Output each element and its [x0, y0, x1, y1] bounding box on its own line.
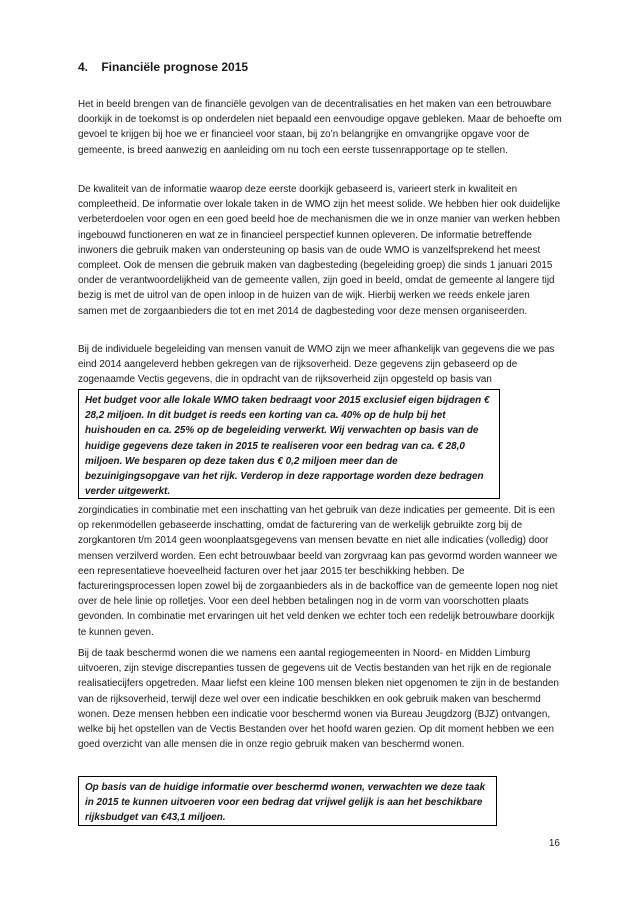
page-number: 16	[548, 838, 560, 849]
paragraph-indications: zorgindicaties in combinatie met een inschatting van het gebruik van deze indicaties per gemeente. Dit is een op rekenmodellen gebaseerde inschatting, omdat de facturering van de werkelijk gebruikte zorg bij de zorgkantoren t/m 2014 geen woonplaatsgegevens van mensen bevatte en niet alle indicaties (volledig) door mensen verzilverd worden. Een echt betrouwbaar beeld van zorgvraag kan pas gevormd worden wanneer we een representatieve hoeveelheid facturen over het jaar 2015 ter beschikking hebben. De factureringsprocessen lopen zowel bij de zorgaanbieders als in de backoffice van de gemeente lopen nog niet over de hele linie op rolletjes. Voor een deel hebben betalingen nog in de vorm van voorschotten plaats gevonden. In combinatie met ervaringen uit het veld denken we echter toch een redelijk betrouwbare doorkijk te kunnen geven.	[78, 505, 558, 638]
callout-protected-living	[78, 776, 497, 826]
paragraph-individual-support: Bij de individuele begeleiding van mensen vanuit de WMO zijn we meer afhankelijk van gegevens die we pas eind 2014 aangeleverd hebben gekregen van de rijksoverheid. Deze gegevens zijn gebaseerd op de zogenaamde Vectis gegevens, die in opdracht van de rijksoverheid zijn opgesteld op basis van	[78, 344, 555, 386]
callout-wmo-budget-text: Het budget voor alle lokale WMO taken bedraagt voor 2015 exclusief eigen bijdragen € 28,2 miljoen. In dit budget is reeds een korting van ca. 40% op de hulp bij het huishouden en ca. 25% op de begeleiding verwerkt. Wij verwachten op basis van de huidige gegevens deze taken in 2015 te realiseren voor een bedrag van ca. € 28,0 miljoen. We besparen op deze taken dus € 0,2 miljoen meer dan de bezuinigingsopgave van het rijk. Verderop in deze rapportage worden deze bedragen verder uitgewerkt.	[85, 395, 490, 498]
paragraph-intro: Het in beeld brengen van de financiële gevolgen van de decentralisaties en het maken van een betrouwbare doorkijk in de toekomst is op onderdelen niet bepaald een eenvoudige opgave gebleken. Maar de behoefte om gevoel te krijgen bij hoe we er financieel voor staan, bij zo’n belangrijke en omvangrijke opgave voor de gemeente, is breed aanwezig en aanleiding om nu toch een eerste tussenrapportage op te stellen.	[78, 99, 562, 156]
paragraph-information-quality: De kwaliteit van de informatie waarop deze eerste doorkijk gebaseerd is, varieert sterk in kwaliteit en compleetheid. De informatie over lokale taken in de WMO zijn het meest solide. We hebben hier ook duidelijke verbeterdoelen voor ogen en een goed beeld hoe de mechanismen die we in onze manier van werken hebben ingebouwd functioneren en wat ze in financieel perspectief kunnen opleveren. De informatie betreffende inwoners die gebruik maken van ondersteuning op basis van de oude WMO is vanzelfsprekend het meest compleet. Ook de mensen die gebruik maken van dagbesteding (begeleiding groep) die sinds 1 januari 2015 onder de verantwoordelijkheid van de gemeente vallen, zijn goed in beeld, omdat de gemeente al langere tijd bezig is met de uitrol van de open inloop in de huizen van de wijk. Hierbij werken we reeds enkele jaren samen met de zorgaanbieders die tot en met 2014 de dagbesteding voor deze mensen organiseerden.	[78, 184, 561, 317]
paragraph-protected-living: Bij de taak beschermd wonen die we namens een aantal regiogemeenten in Noord- en Midden Limburg uitvoeren, zijn stevige discrepanties tussen de gegevens uit de Vectis bestanden van het rijk en de regionale realisatiecijfers opgetreden. Maar liefst een kleine 100 mensen bleken niet opgenomen te zijn in de bestanden van de rijksoverheid, terwijl deze wel over een indicatie beschikken en ook gebruik maken van beschermd wonen. Deze mensen hebben een indicatie voor beschermd wonen via Bureau Jeugdzorg (BJZ) ontvangen, welke bij het opstellen van de Vectis Bestanden over het hoofd waren gezien. Op dit moment hebben we een goed overzicht van alle mensen die in onze regio gebruik maken van beschermd wonen.	[78, 648, 559, 751]
callout-wmo-budget	[78, 389, 500, 499]
callout-protected-living-text: Op basis van de huidige informatie over beschermd wonen, verwachten we deze taak in 2015 te kunnen uitvoeren voor een bedrag dat vrijwel gelijk is aan het beschikbare rijksbudget van €43,1 miljoen.	[85, 782, 486, 824]
section-heading: 4. Financiële prognose 2015	[78, 60, 249, 74]
